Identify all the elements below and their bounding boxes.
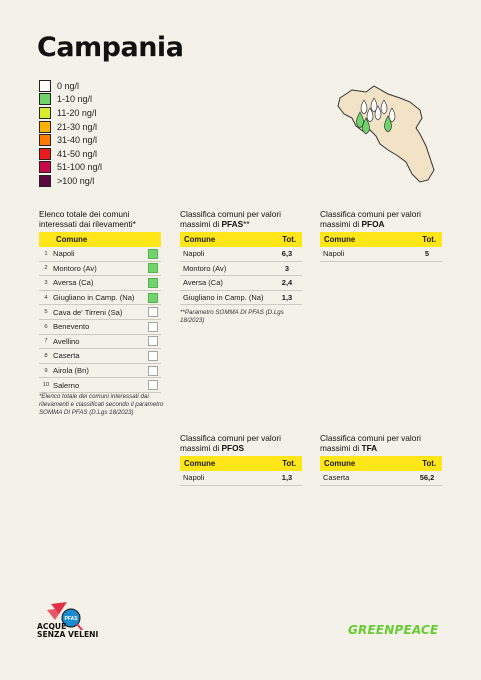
- tfa-heading-bold: TFA: [361, 443, 378, 453]
- table-row: [180, 471, 302, 486]
- legend-swatch: [39, 80, 51, 92]
- list-header: Comune: [39, 232, 161, 247]
- legend: [39, 79, 102, 188]
- list-item: [39, 276, 161, 291]
- pfoa-heading: [320, 209, 448, 229]
- legend-label: 21-30 ng/l: [57, 121, 98, 132]
- list-item-name: Airola (Bn): [53, 366, 89, 376]
- legend-item: [39, 79, 102, 93]
- list-item: [39, 247, 161, 262]
- legend-item: [39, 147, 102, 161]
- acque-line1: ACQUE: [37, 622, 67, 631]
- legend-item: [39, 133, 102, 147]
- row-comune: Napoli: [183, 473, 205, 483]
- list-item-name: Benevento: [53, 322, 90, 332]
- list-item-checkbox: [148, 263, 158, 273]
- legend-swatch: [39, 134, 51, 146]
- list-item-number: 6: [44, 323, 48, 330]
- list-item-checkbox: [148, 351, 158, 361]
- row-value: 56,2: [419, 473, 435, 483]
- list-item-name: Montoro (Av): [53, 263, 97, 273]
- acque-line2: SENZA VELENI: [37, 630, 99, 639]
- column-comune: Comune: [324, 459, 356, 468]
- row-value: 6,3: [281, 249, 293, 259]
- legend-item: [39, 93, 102, 107]
- list-item-number: 10: [42, 382, 50, 389]
- table-row: [320, 247, 442, 262]
- greenpeace-logo: GREENPEACE: [348, 623, 439, 637]
- pfas-heading-suffix: **: [243, 219, 250, 229]
- table-row: [180, 262, 302, 277]
- list-item: [39, 349, 161, 364]
- pfas-table-header: [180, 232, 302, 247]
- list-item-checkbox: [148, 278, 158, 288]
- pfas-footnote: **Parametro SOMMA DI PFAS (D.Lgs 18/2023): [180, 309, 284, 324]
- legend-label: 1-10 ng/l: [57, 94, 93, 105]
- row-value: 5: [424, 249, 430, 259]
- legend-swatch: [39, 107, 51, 119]
- pfas-table: [180, 232, 302, 305]
- pfoa-table: [320, 232, 442, 262]
- list-item-name: Caserta: [53, 351, 80, 361]
- table-row: [320, 471, 442, 486]
- pfoa-heading-bold: PFOA: [361, 219, 385, 229]
- column-tot: Tot.: [422, 235, 436, 244]
- row-value: 2,4: [281, 278, 293, 288]
- list-item: [39, 305, 161, 320]
- tfa-table: [320, 456, 442, 486]
- list-item-number: 1: [44, 250, 48, 257]
- column-tot: Tot.: [422, 459, 436, 468]
- list-item-name: Napoli: [53, 249, 75, 259]
- list-item-checkbox: [148, 366, 158, 376]
- legend-item: [39, 106, 102, 120]
- legend-swatch: [39, 148, 51, 160]
- list-footnote: *Elenco totale dei comuni interessati dai rilevamenti e classificati secondo il parametro SOMMA DI PFAS (D.Lgs 18/2023): [39, 393, 164, 416]
- list-item-number: 8: [44, 352, 48, 359]
- column-comune: Comune: [184, 459, 216, 468]
- legend-swatch: [39, 175, 51, 187]
- row-value: 1,3: [281, 293, 293, 303]
- list-item-number: 5: [44, 309, 48, 316]
- legend-item: [39, 120, 102, 134]
- column-comune: Comune: [184, 235, 216, 244]
- tfa-table-header: [320, 456, 442, 471]
- row-comune: Giugliano in Camp. (Na): [183, 293, 264, 303]
- list-item: [39, 320, 161, 335]
- row-comune: Montoro (Av): [183, 263, 227, 273]
- pfos-heading: [180, 433, 308, 453]
- list-item-name: Avellino: [53, 336, 80, 346]
- pfas-heading-text: Classifica comuni per valori massimi di: [180, 209, 281, 229]
- acque-text: [37, 623, 98, 639]
- pfos-heading-bold: PFOS: [221, 443, 245, 453]
- legend-label: >100 ng/l: [57, 175, 95, 186]
- tfa-heading: [320, 433, 448, 453]
- list-item-number: 3: [44, 279, 48, 286]
- pfas-heading-bold: PFAS: [221, 219, 244, 229]
- row-value: 3: [284, 263, 290, 273]
- pfoa-table-header: [320, 232, 442, 247]
- list-item-name: Giugliano in Camp. (Na): [53, 293, 135, 303]
- legend-swatch: [39, 121, 51, 133]
- list-rows: [39, 247, 161, 393]
- row-comune: Caserta: [323, 473, 350, 483]
- legend-label: 11-20 ng/l: [57, 107, 97, 118]
- list-item: [39, 262, 161, 277]
- legend-swatch: [39, 93, 51, 105]
- legend-label: 51-100 ng/l: [57, 162, 103, 173]
- list-item-name: Cava de' Tirreni (Sa): [53, 307, 123, 317]
- legend-label: 0 ng/l: [57, 80, 80, 91]
- list-item-checkbox: [148, 293, 158, 303]
- acque-senza-veleni-logo: [37, 600, 99, 642]
- legend-label: 41-50 ng/l: [57, 148, 98, 159]
- list-item-number: 7: [44, 338, 48, 345]
- pfos-table: [180, 456, 302, 486]
- list-item: [39, 291, 161, 306]
- tfa-heading-text: Classifica comuni per valori massimi di: [320, 433, 421, 453]
- list-item: [39, 364, 161, 379]
- page-title: Campania: [37, 32, 184, 63]
- pfos-table-header: [180, 456, 302, 471]
- list-item-number: 4: [44, 294, 48, 301]
- column-comune: Comune: [324, 235, 356, 244]
- column-tot: Tot.: [282, 235, 296, 244]
- table-row: [180, 247, 302, 262]
- table-row: [180, 276, 302, 291]
- pfoa-heading-text: Classifica comuni per valori massimi di: [320, 209, 421, 229]
- pfos-heading-text: Classifica comuni per valori massimi di: [180, 433, 281, 453]
- campania-map: [330, 78, 440, 190]
- pfas-heading: [180, 209, 308, 229]
- list-item-number: 2: [44, 265, 48, 272]
- row-comune: Napoli: [323, 249, 345, 259]
- legend-item: [39, 174, 102, 188]
- region-outline: [338, 86, 434, 182]
- legend-item: [39, 161, 102, 175]
- list-heading: Elenco totale dei comuni interessati dai rilevamenti*: [39, 209, 136, 229]
- row-value: 1,3: [281, 473, 293, 483]
- list-item: [39, 378, 161, 393]
- legend-label: 31-40 ng/l: [57, 135, 98, 146]
- row-comune: Napoli: [183, 249, 205, 259]
- legend-swatch: [39, 161, 51, 173]
- list-item-name: Aversa (Ca): [53, 278, 94, 288]
- list-item-checkbox: [148, 249, 158, 259]
- table-row: [180, 291, 302, 306]
- column-tot: Tot.: [282, 459, 296, 468]
- list-item: [39, 335, 161, 350]
- pfas-badge: PFAS: [64, 616, 78, 622]
- list-item-number: 9: [44, 367, 48, 374]
- list-item-checkbox: [148, 336, 158, 346]
- list-item-name: Salerno: [53, 380, 80, 390]
- list-item-checkbox: [148, 380, 158, 390]
- list-item-checkbox: [148, 307, 158, 317]
- list-item-checkbox: [148, 322, 158, 332]
- comuni-list: [39, 232, 161, 393]
- row-comune: Aversa (Ca): [183, 278, 223, 288]
